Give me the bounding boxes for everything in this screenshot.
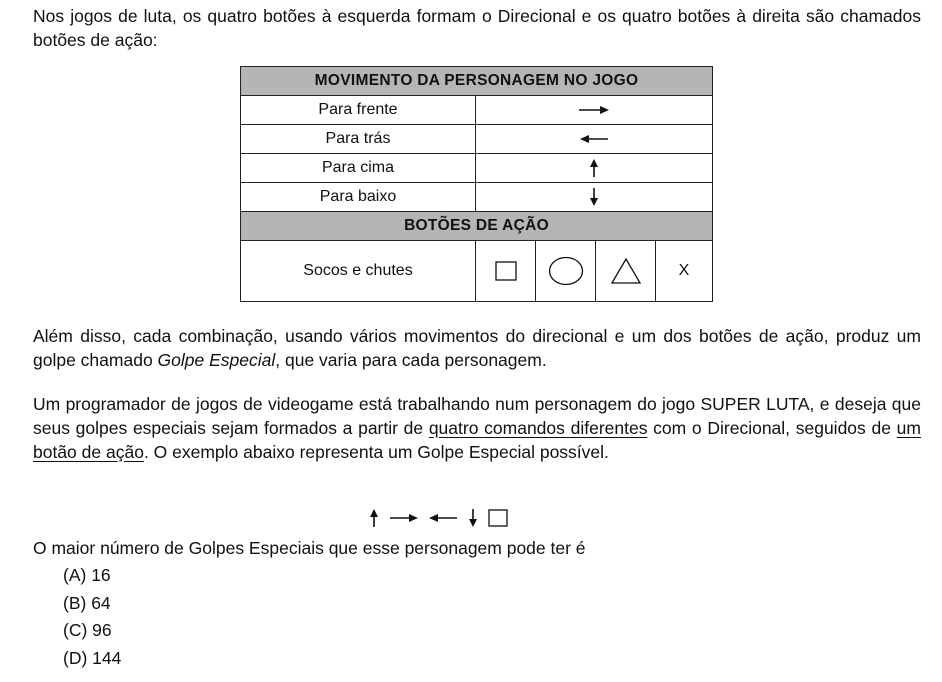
example-sequence xyxy=(368,506,508,530)
movement-header: MOVIMENTO DA PERSONAGEM NO JOGO xyxy=(241,67,713,96)
underline-four-commands: quatro comandos diferentes xyxy=(428,418,648,438)
answer-options xyxy=(63,562,121,672)
action-header: BOTÕES DE AÇÃO xyxy=(241,212,713,241)
table-row xyxy=(241,154,713,183)
option-b[interactable]: (B) 64 xyxy=(63,592,111,613)
square-icon xyxy=(488,509,508,527)
underline-action-button: um botão de ação xyxy=(33,418,921,462)
square-icon xyxy=(495,261,517,281)
movement-label: Para frente xyxy=(241,96,476,125)
arrow-left-icon xyxy=(579,133,609,145)
arrow-left-icon xyxy=(428,512,458,524)
table-row xyxy=(241,241,713,302)
movement-table xyxy=(240,66,713,302)
arrow-right-icon xyxy=(389,512,419,524)
triangle-icon xyxy=(611,258,641,284)
movement-label: Para cima xyxy=(241,154,476,183)
table-row xyxy=(241,183,713,212)
special-move-term: Golpe Especial xyxy=(157,350,276,370)
option-c[interactable]: (C) 96 xyxy=(63,620,112,640)
circle-icon xyxy=(548,256,584,286)
question-text: O maior número de Golpes Especiais que esse personagem pode ter é xyxy=(33,538,586,558)
arrow-down-icon xyxy=(467,508,479,528)
arrow-up-icon xyxy=(368,508,380,528)
arrow-up-icon xyxy=(588,158,600,178)
action-label: Socos e chutes xyxy=(241,241,476,302)
arrow-right-icon xyxy=(578,104,610,116)
table-row xyxy=(241,96,713,125)
option-d[interactable]: (D) 144 xyxy=(63,647,122,668)
x-button-label: X xyxy=(656,241,713,302)
arrow-down-icon xyxy=(588,187,600,207)
option-a[interactable]: (A) 16 xyxy=(63,565,111,585)
paragraph-special-move: Além disso, cada combinação, usando vários movimentos do direcional e um dos botões de ação, produz um golpe chamado Golpe Especial, que varia para cada personagem. xyxy=(33,326,921,370)
movement-label: Para trás xyxy=(241,125,476,154)
table-row xyxy=(241,125,713,154)
intro-text: Nos jogos de luta, os quatro botões à esquerda formam o Direcional e os quatro botões à direita são chamados botões de ação: xyxy=(33,6,921,50)
paragraph-programmer: Um programador de jogos de videogame está trabalhando num personagem do jogo SUPER LUTA, e deseja que seus golpes especiais sejam formados a partir de quatro comandos diferentes com o Direcional, seguidos de um botão de ação. O exemplo abaixo representa um Golpe Especial possível. xyxy=(33,394,921,462)
movement-label: Para baixo xyxy=(241,183,476,212)
